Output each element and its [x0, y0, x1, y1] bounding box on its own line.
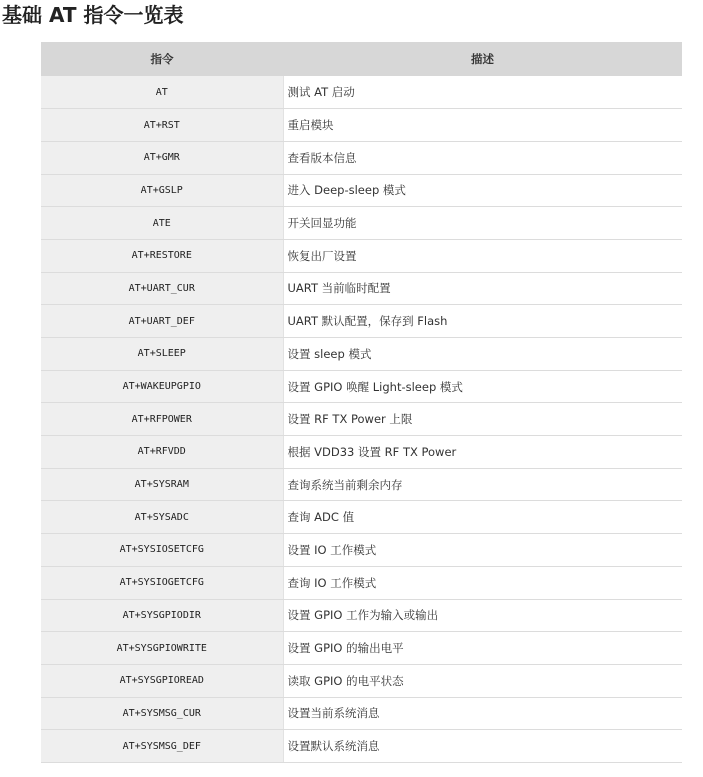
command-cell: AT+RESTORE [41, 239, 283, 272]
table-row [41, 207, 682, 240]
description-cell: 查看版本信息 [283, 141, 682, 174]
description-cell: 设置 IO 工作模式 [283, 534, 682, 567]
command-cell: AT+WAKEUPGPIO [41, 370, 283, 403]
description-cell: 设置 GPIO 唤醒 Light-sleep 模式 [283, 370, 682, 403]
table-row [41, 174, 682, 207]
table-row [41, 599, 682, 632]
command-cell: AT+SYSMSG_DEF [41, 730, 283, 763]
description-cell: 查询系统当前剩余内存 [283, 468, 682, 501]
table-row [41, 76, 682, 109]
command-cell: AT+RFVDD [41, 436, 283, 469]
table-row [41, 403, 682, 436]
page-title: 基础 AT 指令一览表 [2, 3, 184, 27]
description-cell: 重启模块 [283, 109, 682, 142]
command-cell: AT+SYSRAM [41, 468, 283, 501]
command-cell: ATE [41, 207, 283, 240]
at-command-table-container [41, 42, 682, 763]
command-cell: AT+GSLP [41, 174, 283, 207]
command-cell: AT+RST [41, 109, 283, 142]
table-row [41, 272, 682, 305]
table-row [41, 141, 682, 174]
table-row [41, 109, 682, 142]
description-cell: 测试 AT 启动 [283, 76, 682, 109]
command-cell: AT+RFPOWER [41, 403, 283, 436]
command-cell: AT [41, 76, 283, 109]
table-row [41, 730, 682, 763]
description-cell: 开关回显功能 [283, 207, 682, 240]
table-row [41, 664, 682, 697]
table-row [41, 338, 682, 371]
at-command-table [41, 42, 682, 763]
description-cell: 设置 RF TX Power 上限 [283, 403, 682, 436]
command-cell: AT+SYSGPIODIR [41, 599, 283, 632]
description-cell: UART 默认配置，保存到 Flash [283, 305, 682, 338]
table-row [41, 566, 682, 599]
table-body [41, 76, 682, 762]
command-cell: AT+UART_DEF [41, 305, 283, 338]
table-row [41, 501, 682, 534]
description-cell: 设置当前系统消息 [283, 697, 682, 730]
header-command: 指令 [41, 42, 283, 76]
description-cell: 设置 GPIO 工作为输入或输出 [283, 599, 682, 632]
command-cell: AT+GMR [41, 141, 283, 174]
table-row [41, 697, 682, 730]
description-cell: 进入 Deep-sleep 模式 [283, 174, 682, 207]
command-cell: AT+SYSIOSETCFG [41, 534, 283, 567]
table-row [41, 632, 682, 665]
description-cell: UART 当前临时配置 [283, 272, 682, 305]
command-cell: AT+SYSIOGETCFG [41, 566, 283, 599]
command-cell: AT+SYSGPIOWRITE [41, 632, 283, 665]
table-row [41, 239, 682, 272]
table-row [41, 468, 682, 501]
description-cell: 读取 GPIO 的电平状态 [283, 664, 682, 697]
description-cell: 根据 VDD33 设置 RF TX Power [283, 436, 682, 469]
header-description: 描述 [283, 42, 682, 76]
table-row [41, 305, 682, 338]
command-cell: AT+SYSMSG_CUR [41, 697, 283, 730]
table-row [41, 370, 682, 403]
command-cell: AT+UART_CUR [41, 272, 283, 305]
description-cell: 设置 GPIO 的输出电平 [283, 632, 682, 665]
description-cell: 恢复出厂设置 [283, 239, 682, 272]
command-cell: AT+SYSGPIOREAD [41, 664, 283, 697]
command-cell: AT+SLEEP [41, 338, 283, 371]
description-cell: 设置默认系统消息 [283, 730, 682, 763]
table-row [41, 534, 682, 567]
description-cell: 设置 sleep 模式 [283, 338, 682, 371]
command-cell: AT+SYSADC [41, 501, 283, 534]
description-cell: 查询 ADC 值 [283, 501, 682, 534]
description-cell: 查询 IO 工作模式 [283, 566, 682, 599]
table-header-row [41, 42, 682, 76]
table-row [41, 436, 682, 469]
